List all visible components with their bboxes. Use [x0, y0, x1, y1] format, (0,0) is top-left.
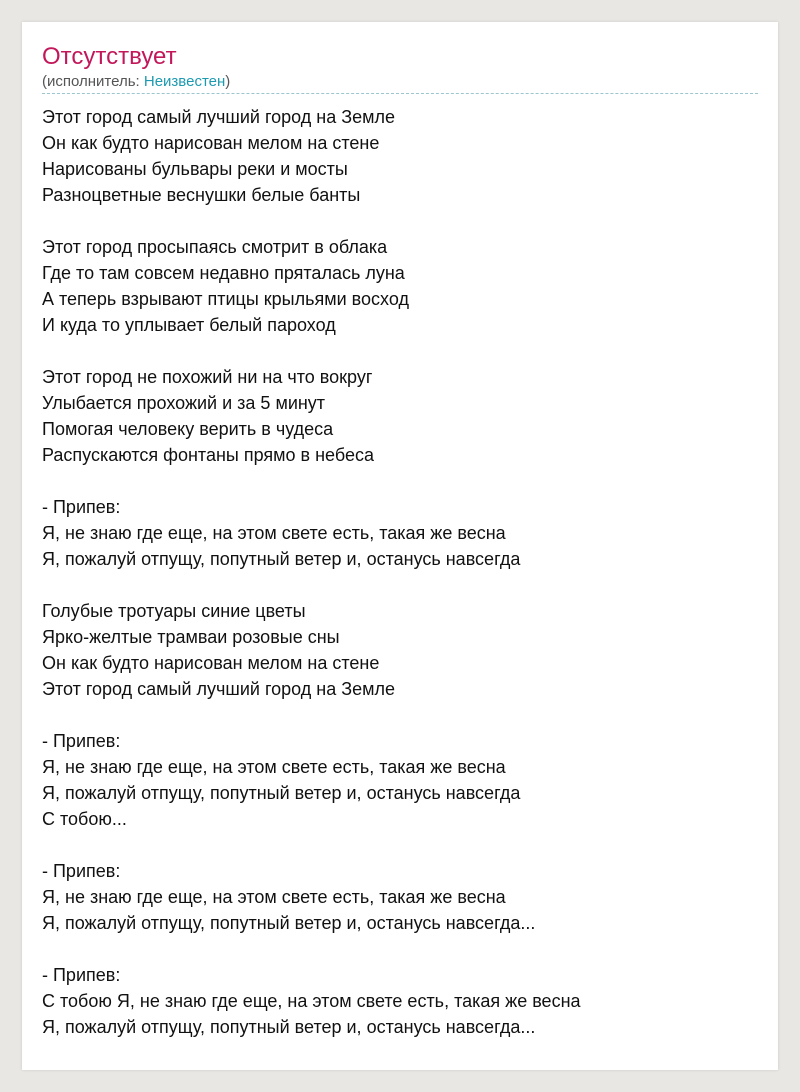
- lyrics-line: Он как будто нарисован мелом на стене: [42, 653, 380, 673]
- lyrics-line: Распускаются фонтаны прямо в небеса: [42, 445, 374, 465]
- lyrics-stanza: [42, 234, 758, 338]
- lyrics-text: [42, 104, 758, 1066]
- lyrics-stanza: [42, 728, 758, 832]
- lyrics-stanza: [42, 962, 758, 1040]
- lyrics-stanza: [42, 364, 758, 468]
- lyrics-line: - Припев:: [42, 965, 121, 985]
- title-divider: [42, 93, 758, 94]
- lyrics-line: Он как будто нарисован мелом на стене: [42, 133, 380, 153]
- lyrics-line: Улыбается прохожий и за 5 минут: [42, 393, 326, 413]
- lyrics-line: Помогая человеку верить в чудеса: [42, 419, 334, 439]
- artist-line: [42, 72, 230, 92]
- lyrics-line: - Припев:: [42, 497, 121, 517]
- lyrics-stanza: [42, 494, 758, 572]
- lyrics-line: Я, не знаю где еще, на этом свете есть, такая же весна: [42, 523, 506, 543]
- lyrics-line: Этот город просыпаясь смотрит в облака: [42, 237, 388, 257]
- lyrics-line: Где то там совсем недавно пряталась луна: [42, 263, 405, 283]
- lyrics-line: Разноцветные веснушки белые банты: [42, 185, 361, 205]
- lyrics-line: - Припев:: [42, 731, 121, 751]
- lyrics-line: - Припев:: [42, 861, 121, 881]
- lyrics-line: Нарисованы бульвары реки и мосты: [42, 159, 348, 179]
- lyrics-line: Я, не знаю где еще, на этом свете есть, такая же весна: [42, 887, 506, 907]
- lyrics-line: Я, пожалуй отпущу, попутный ветер и, останусь навсегда...: [42, 1017, 536, 1037]
- lyrics-line: И куда то уплывает белый пароход: [42, 315, 336, 335]
- song-title: Отсутствует: [42, 43, 177, 70]
- lyrics-line: С тобою Я, не знаю где еще, на этом свете есть, такая же весна: [42, 991, 581, 1011]
- lyrics-page: [22, 22, 778, 1070]
- lyrics-line: Я, не знаю где еще, на этом свете есть, такая же весна: [42, 757, 506, 777]
- lyrics-line: А теперь взрывают птицы крыльями восход: [42, 289, 409, 309]
- lyrics-line: Я, пожалуй отпущу, попутный ветер и, останусь навсегда: [42, 783, 521, 803]
- lyrics-stanza: [42, 598, 758, 702]
- lyrics-stanza: [42, 858, 758, 936]
- lyrics-line: Я, пожалуй отпущу, попутный ветер и, останусь навсегда...: [42, 913, 536, 933]
- lyrics-line: Ярко-желтые трамваи розовые сны: [42, 627, 340, 647]
- artist-suffix: ): [225, 73, 231, 90]
- lyrics-line: Этот город самый лучший город на Земле: [42, 107, 395, 127]
- lyrics-stanza: [42, 104, 758, 208]
- lyrics-line: Голубые тротуары синие цветы: [42, 601, 306, 621]
- artist-prefix: (исполнитель:: [42, 73, 144, 90]
- lyrics-line: Этот город самый лучший город на Земле: [42, 679, 395, 699]
- artist-link[interactable]: Неизвестен: [143, 73, 226, 90]
- lyrics-line: С тобою...: [42, 809, 127, 829]
- lyrics-line: Я, пожалуй отпущу, попутный ветер и, останусь навсегда: [42, 549, 521, 569]
- lyrics-line: Этот город не похожий ни на что вокруг: [42, 367, 373, 387]
